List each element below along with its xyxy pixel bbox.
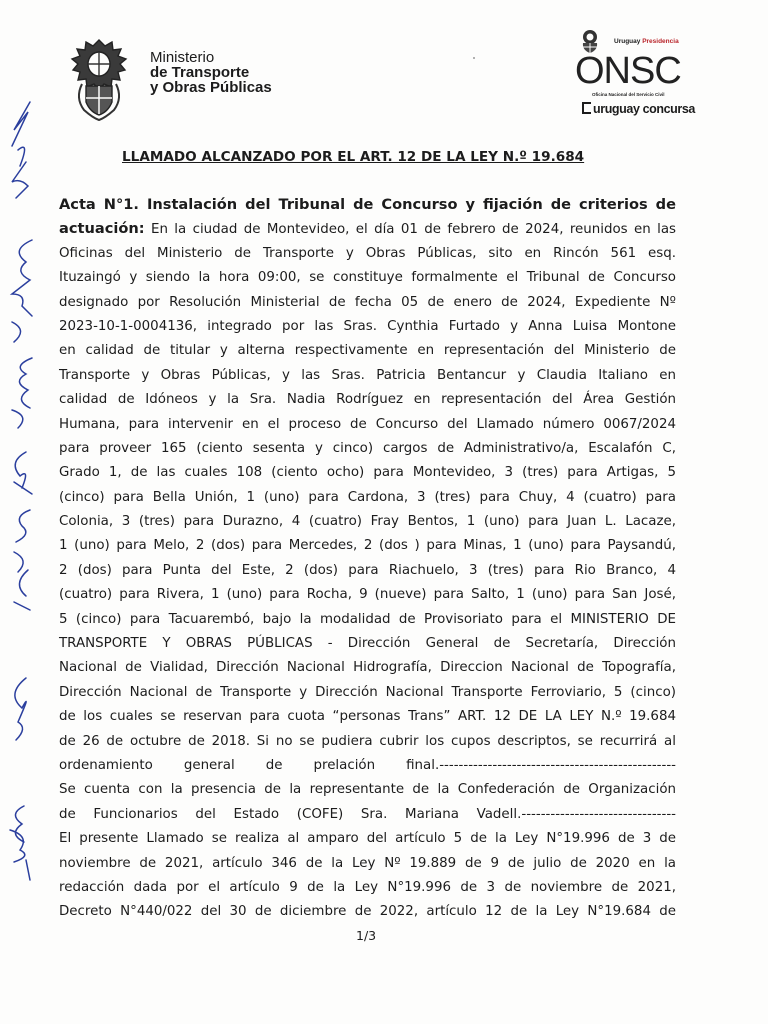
ministry-line-1: Ministerio: [150, 49, 215, 66]
ministry-name: [150, 50, 272, 95]
signature-6: [15, 678, 26, 740]
ministry-line-2: de Transporte: [150, 64, 250, 81]
text-line-28: noviembre de 2021, artículo 346 de la Ley Nº 19.889 de 9 de julio de 2020 en la: [59, 855, 676, 871]
text-line-14: Colonia, 3 (tres) para Durazno, 4 (cuatro) Fray Bentos, 1 (uno) para Juan L. Lacaze,: [59, 514, 676, 530]
text-line-7: en calidad de titular y alterna respectivamente en representación del Ministerio de: [59, 343, 676, 359]
text-line-2-body: En la ciudad de Montevideo, el día 01 de febrero de 2024, reunidos en las: [151, 222, 676, 238]
text-line-17: (cuatro) para Rivera, 1 (uno) para Rocha, 9 (nueve) para Salto, 1 (uno) para San José,: [59, 587, 676, 603]
ministry-line-3: y Obras Públicas: [150, 79, 272, 96]
signature-7: [10, 806, 30, 880]
scan-speck: [473, 57, 475, 59]
text-line-15: 1 (uno) para Melo, 2 (dos) para Mercedes, 2 (dos ) para Minas, 1 (uno) para Paysandú,: [59, 538, 676, 554]
text-line-16: 2 (dos) para Punta del Este, 2 (dos) para Riachuelo, 3 (tres) para Rio Branco, 4: [59, 562, 676, 578]
text-line-2: [59, 217, 676, 241]
text-line-21: Dirección Nacional de Transporte y Dirección Nacional Transporte Ferroviario, 5 (cinco): [59, 684, 676, 700]
document-body: [59, 193, 676, 925]
text-line-25: Se cuenta con la presencia de la representante de la Confederación de Organización: [59, 782, 676, 798]
presidencia-word: Presidencia: [642, 38, 679, 45]
onsc-logo-block: [572, 26, 695, 126]
text-line-22: de los cuales se reservan para cuota “personas Trans” ART. 12 DE LA LEY N.º 19.684: [59, 709, 676, 725]
concursa-bracket-icon: [582, 102, 591, 114]
onsc-logo: ONSC: [575, 50, 681, 92]
text-line-5: designado por Resolución Ministerial de fecha 05 de enero de 2024, Expediente Nº: [59, 294, 676, 310]
text-line-3: Oficinas del Ministerio de Transporte y Obras Públicas, sito en Rincón 561 esq.: [59, 245, 676, 261]
text-line-27: El presente Llamado se realiza al amparo del artículo 5 de la Ley N°19.996 de 3 de: [59, 831, 676, 847]
signature-1: [12, 102, 30, 198]
text-line-23: de 26 de octubre de 2018. Si no se pudiera cubrir los cupos descriptos, se recurrirá al: [59, 733, 676, 749]
uruguay-concursa-logo: [582, 102, 695, 116]
text-line-26: de Funcionarios del Estado (COFE) Sra. Mariana Vadell.--------------------------------: [59, 806, 676, 822]
text-line-4: Ituzaingó y siendo la hora 09:00, se constituye formalmente el Tribunal de Concurso: [59, 270, 676, 286]
text-line-19: TRANSPORTE Y OBRAS PÚBLICAS - Dirección General de Secretaría, Dirección: [59, 636, 676, 652]
text-line-11: para proveer 165 (ciento sesenta y cinco) cargos de Administrativo/a, Escalafón C,: [59, 440, 676, 456]
text-line-8: Transporte y Obras Públicas, y las Sras. Patricia Bentancur y Claudia Italiano en: [59, 367, 676, 383]
margin-signatures: [0, 90, 50, 890]
text-line-6: 2023-10-1-0004136, integrado por las Sras. Cynthia Furtado y Anna Luisa Montone: [59, 318, 676, 334]
onsc-subtitle: Oficina Nacional del Servicio Civil: [592, 92, 665, 97]
ministry-seal-icon: [60, 36, 138, 122]
signature-2: [12, 240, 32, 342]
text-line-29: redacción dada por el artículo 9 de la Ley N°19.996 de 3 de noviembre de 2021,: [59, 879, 676, 895]
uruguay-presidencia-label: [614, 38, 679, 45]
text-line-10: Humana, para intervenir en el proceso de Concurso del Llamado número 0067/2024: [59, 416, 676, 432]
text-line-24: ordenamiento general de prelación final.-------------------------------------------------: [59, 757, 676, 773]
signature-5: [14, 510, 30, 610]
text-line-13: (cinco) para Bella Unión, 1 (uno) para Cardona, 3 (tres) para Chuy, 4 (cuatro) para: [59, 489, 676, 505]
page-number: 1/3: [356, 928, 377, 943]
signature-3: [12, 358, 32, 428]
text-line-12: Grado 1, de las cuales 108 (ciento ocho) para Montevideo, 3 (tres) para Artigas, 5: [59, 465, 676, 481]
presidencia-country: Uruguay: [614, 38, 641, 45]
signature-4: [14, 452, 32, 494]
actuacion-label: actuación:: [59, 220, 145, 238]
concursa-text: uruguay concursa: [593, 102, 695, 116]
text-line-9: calidad de Idóneos y la Sra. Nadia Rodríguez en representación del Área Gestión: [59, 392, 676, 408]
text-line-18: 5 (cinco) para Tacuarembó, bajo la modalidad de Provisoriato para el MINISTERIO DE: [59, 611, 676, 627]
document-title: LLAMADO ALCANZADO POR EL ART. 12 DE LA LEY N.º 19.684: [122, 149, 585, 165]
text-line-20: Nacional de Vialidad, Dirección Nacional Hidrografía, Direccion Nacional de Topografía,: [59, 660, 676, 676]
text-line-1: Acta N°1. Instalación del Tribunal de Concurso y fijación de criterios de: [59, 196, 676, 213]
text-line-30: Decreto N°440/022 del 30 de diciembre de 2022, artículo 12 de la Ley N°19.684 de: [59, 904, 676, 920]
